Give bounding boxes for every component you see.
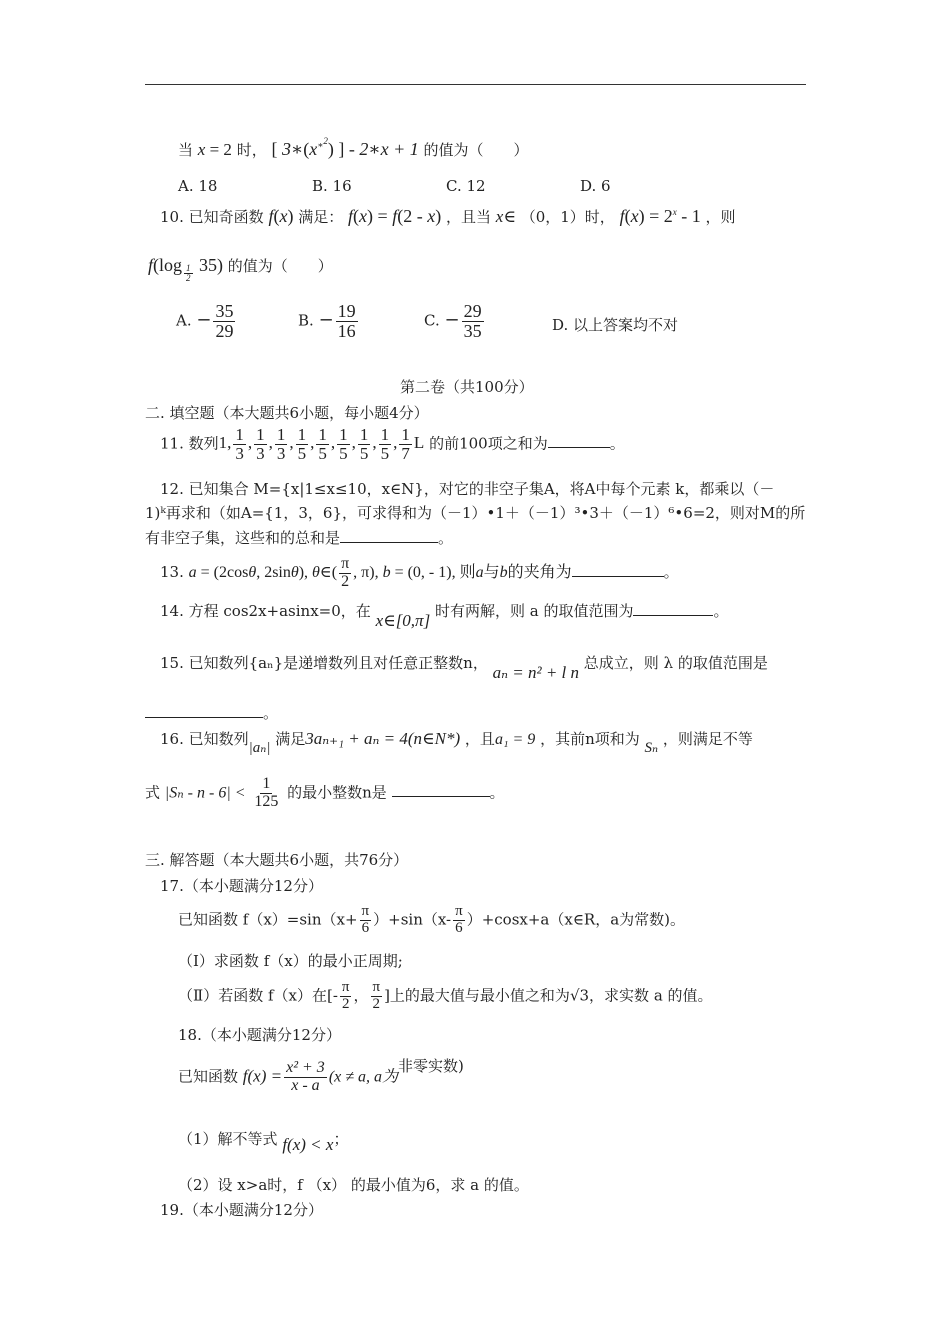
header-rule — [145, 84, 806, 85]
q10-stem: 10. 已知奇函数 f(x) 满足： f(x) = f(2 - x) ，且当 x∈ （0，1）时， $f(x) = 2^x - 1$ ，则 — [160, 206, 736, 226]
q18-part2: （2）设 x>a时，f （x） 的最小值为6，求 a 的值。 — [178, 1176, 529, 1194]
q16-line2: 式 |Sₙ - n - 6| < $\frac{1}{125}$ 的最小整数n是 。 — [145, 775, 505, 810]
section2-title: 第二卷（共100分） — [400, 378, 534, 396]
q9-option-c: C. 12 — [446, 177, 486, 195]
q9-option-b: B. 16 — [312, 177, 352, 195]
q11: 11. 数列1, $\frac{1}{3}$ , $\frac{1}{3}$ , $\frac{1}{3}$ , $\frac{1}{5}$ , $\frac{1}{5}$ , $\frac{1}{5}$ , $\frac{1}{5}$ , $\frac{1}{5}$ , $\frac{1}{7}$ L 的前100项之和为 。 — [160, 425, 625, 463]
q17-title: 17.（本小题满分12分） — [160, 877, 323, 895]
q17-stem: 已知函数 f（x）=sin（x+ $\frac{\pi}{6}$ ）+sin（x- $\frac{\pi}{6}$ ）+cosx+a（x∈R，a为常数)。 — [178, 903, 686, 936]
section2-heading: 二. 填空题（本大题共6小题，每小题4分） — [145, 404, 429, 422]
q17-part2: （Ⅱ）若函数 f（x）在[- $\frac{\pi}{2}$ ， $\frac{\pi}{2}$ ]上的最大值与最小值之和为√3，求实数 a 的值。 — [178, 979, 713, 1012]
q9-option-d: D. 6 — [580, 177, 611, 195]
q10-option-c: C. − $\frac{29}{35}$ — [424, 301, 482, 341]
q19-title: 19.（本小题满分12分） — [160, 1201, 323, 1219]
q9-option-a: A. 18 — [178, 177, 218, 195]
q16: 16. 已知数列|aₙ| 满足3aₙ₊₁ + aₙ = 4(n∈N*) ，且a₁ = 9 ，其前n项和为 Sₙ ，则满足不等 — [160, 729, 753, 756]
q12-line1: 12. 已知集合 M={x|1≤x≤10，x∈N}，对它的非空子集A，将A中每个元素 k，都乘以（－ — [160, 480, 775, 498]
q10-option-a: A. − $\frac{35}{29}$ — [176, 301, 234, 341]
q12-line2: 1)ᵏ再求和（如A={1，3，6}，可求得和为（－1）•1＋（－1）³•3＋（－1）⁶•6=2，则对M的所 — [145, 504, 806, 522]
q10-option-b: B. − $\frac{19}{16}$ — [298, 301, 356, 341]
q18-title: 18.（本小题满分12分） — [178, 1026, 341, 1044]
q15-line2: 。 — [145, 702, 278, 723]
q12-line3: 有非空子集，这些和的总和是 。 — [145, 529, 454, 547]
section3-heading: 三. 解答题（本大题共6小题，共76分） — [145, 851, 409, 869]
q14: 14. 方程 cos2x+asinx=0，在 x∈[0,π] 时有两解，则 a 的取值范围为 。 — [160, 602, 729, 630]
q15: 15. 已知数列{aₙ}是递增数列且对任意正整数n， aₙ = n² + l n 总成立，则 λ 的取值范围是 — [160, 654, 768, 682]
q10-line2: f(log $_{\frac{1}{2}}$ 35) 的值为（ ） — [148, 255, 333, 284]
q18-part1: （1）解不等式 f(x) < x； — [178, 1130, 349, 1154]
q17-part1: （Ⅰ）求函数 f（x）的最小正周期; — [178, 952, 403, 970]
q18-stem: 已知函数 f(x) = $\frac{\text{x² + 3}}{x - a}$ (x ≠ a, a为非零实数) — [178, 1057, 464, 1094]
q13: 13. a = (2cosθ, 2sinθ), θ∈( $\frac{\pi}{2}$ , π), b = (0, - 1), 则a与b的夹角为 。 — [160, 555, 679, 590]
q10-option-d: D. 以上答案均不对 — [552, 316, 679, 334]
q9-stem: 当 x = 2 时， [ $3∗(x^{∗^2})$ ] - 2∗x + 1 的值为（ ） — [178, 136, 529, 159]
